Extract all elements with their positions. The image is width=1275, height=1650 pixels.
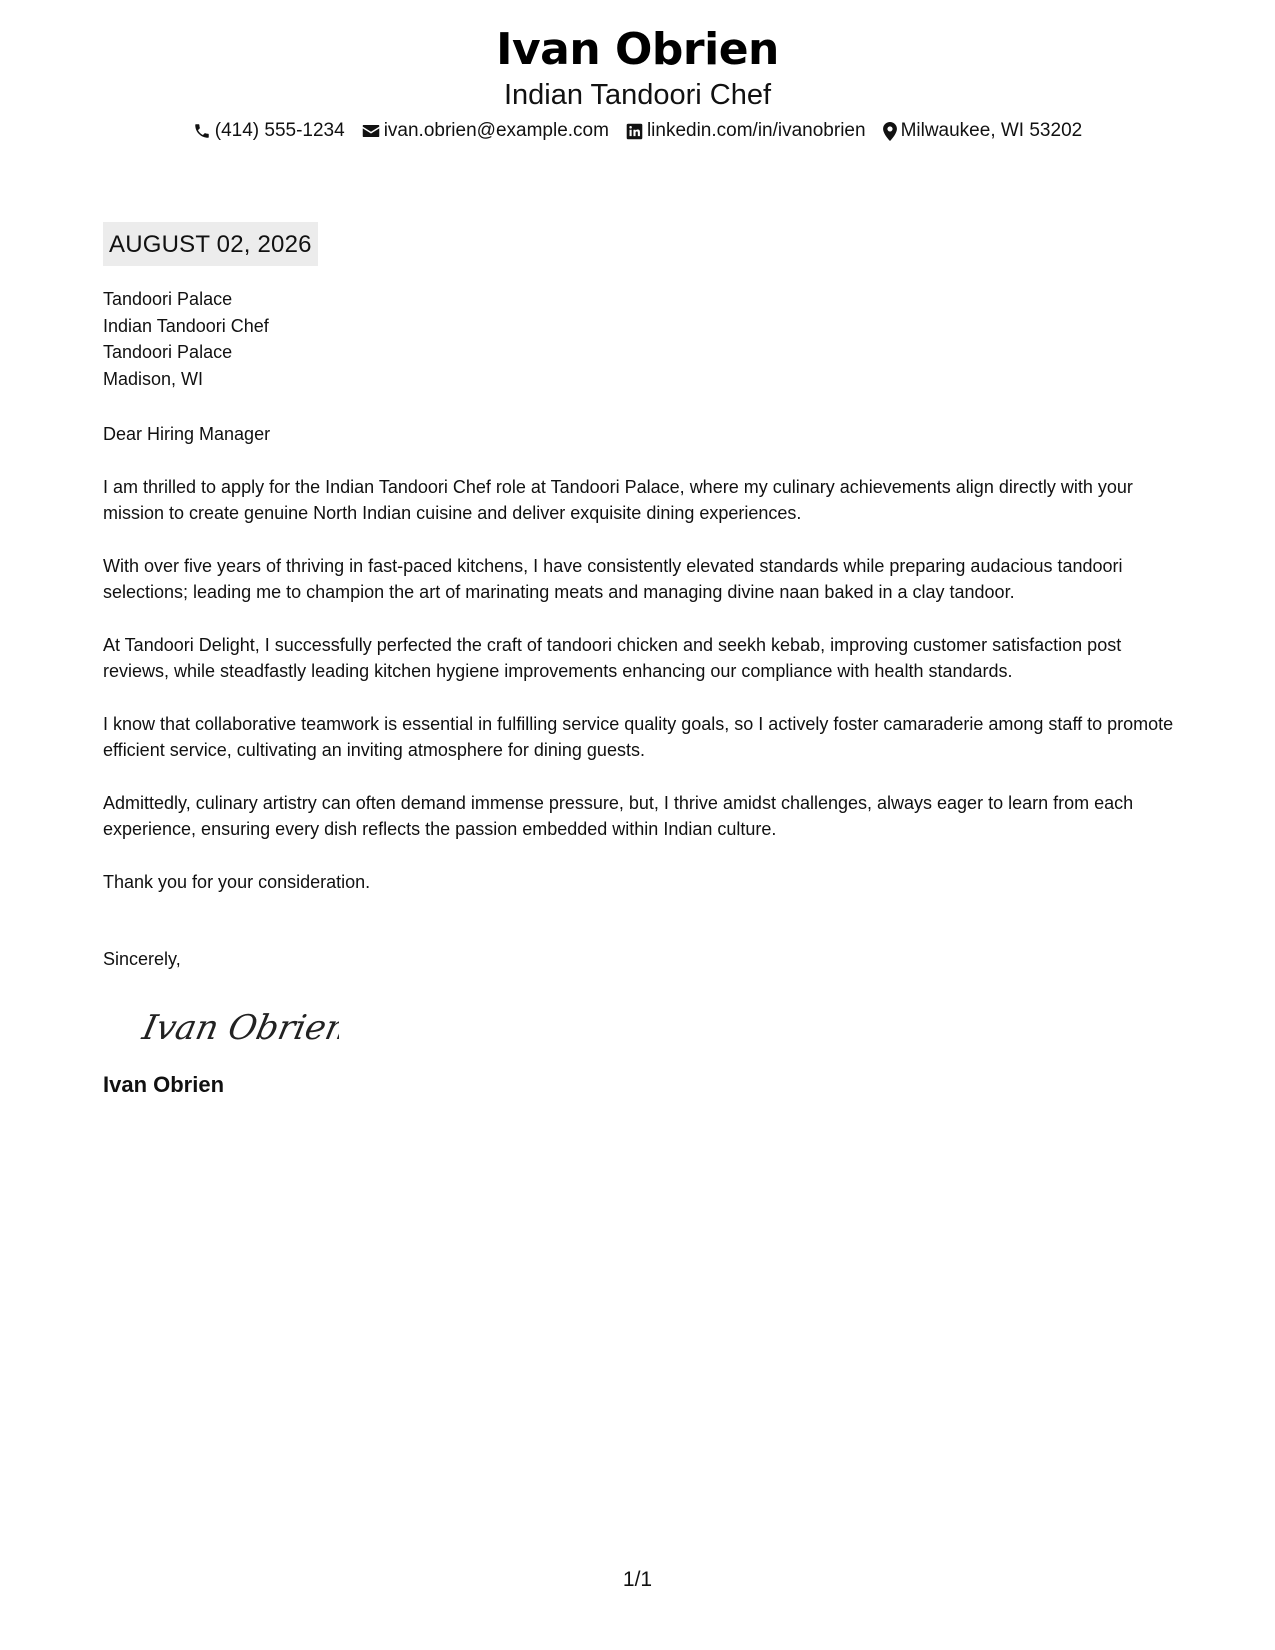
body-paragraph: I am thrilled to apply for the Indian Tandoori Chef role at Tandoori Palace, where my culinary achievements align directly with your mission to create genuine North Indian cuisine and deliver exquisite dining experiences.	[103, 476, 1133, 523]
recipient-block	[103, 286, 1178, 392]
signer-name: Ivan Obrien	[103, 1071, 225, 1097]
linkedin-icon	[626, 123, 643, 140]
applicant-role: Indian Tandoori Chef	[503, 79, 772, 111]
letter-body	[103, 222, 1178, 1099]
body-paragraph: At Tandoori Delight, I successfully perfected the craft of tandoori chicken and seekh kebab, improving customer satisfaction post reviews, while steadfastly leading kitchen hygiene improvements enhancing our compliance with health standards.	[103, 634, 1122, 681]
location-text: Milwaukee, WI 53202	[900, 120, 1083, 141]
contact-bar	[0, 118, 1275, 144]
map-pin-icon	[883, 122, 897, 141]
body-paragraph: Admittedly, culinary artistry can often demand immense pressure, but, I thrive amidst challenges, always eager to learn from each experience, ensuring every dish reflects the passion embedded within Indian culture.	[103, 792, 1134, 839]
email-text: ivan.obrien@example.com	[383, 120, 609, 141]
envelope-icon	[362, 123, 380, 139]
recipient-line: Indian Tandoori Chef	[103, 315, 269, 336]
letter-date: AUGUST 02, 2026	[103, 222, 318, 266]
phone-text: (414) 555-1234	[214, 120, 345, 141]
salutation: Dear Hiring Manager	[103, 424, 271, 444]
signature-glyphs: Ivan Obrien	[139, 1007, 339, 1048]
body-paragraph: I know that collaborative teamwork is essential in fulfilling service quality goals, so I actively foster camaraderie among staff to promote efficient service, cultivating an inviting atmosphere for dining guests.	[103, 713, 1174, 760]
recipient-line: Tandoori Palace	[103, 342, 233, 362]
closing-line: Thank you for your consideration.	[103, 871, 371, 892]
body-paragraph: With over five years of thriving in fast-paced kitchens, I have consistently elevated standards while preparing audacious tandoori selections; leading me to champion the art of marinating meats and managing divine naan baked in a clay tandoor.	[103, 555, 1123, 602]
recipient-line: Madison, WI	[103, 368, 204, 389]
contact-email[interactable]	[362, 118, 609, 144]
signature-image	[139, 1001, 1178, 1059]
linkedin-text: linkedin.com/in/ivanobrien	[646, 120, 866, 141]
recipient-line: Tandoori Palace	[103, 289, 233, 309]
phone-icon	[193, 122, 211, 140]
page-indicator: 1/1	[622, 1568, 653, 1591]
signoff: Sincerely,	[103, 949, 181, 969]
contact-phone	[193, 118, 345, 144]
letter-header	[0, 22, 1275, 144]
contact-location	[883, 118, 1083, 144]
contact-linkedin[interactable]	[626, 118, 866, 144]
applicant-name: Ivan Obrien	[496, 24, 779, 75]
